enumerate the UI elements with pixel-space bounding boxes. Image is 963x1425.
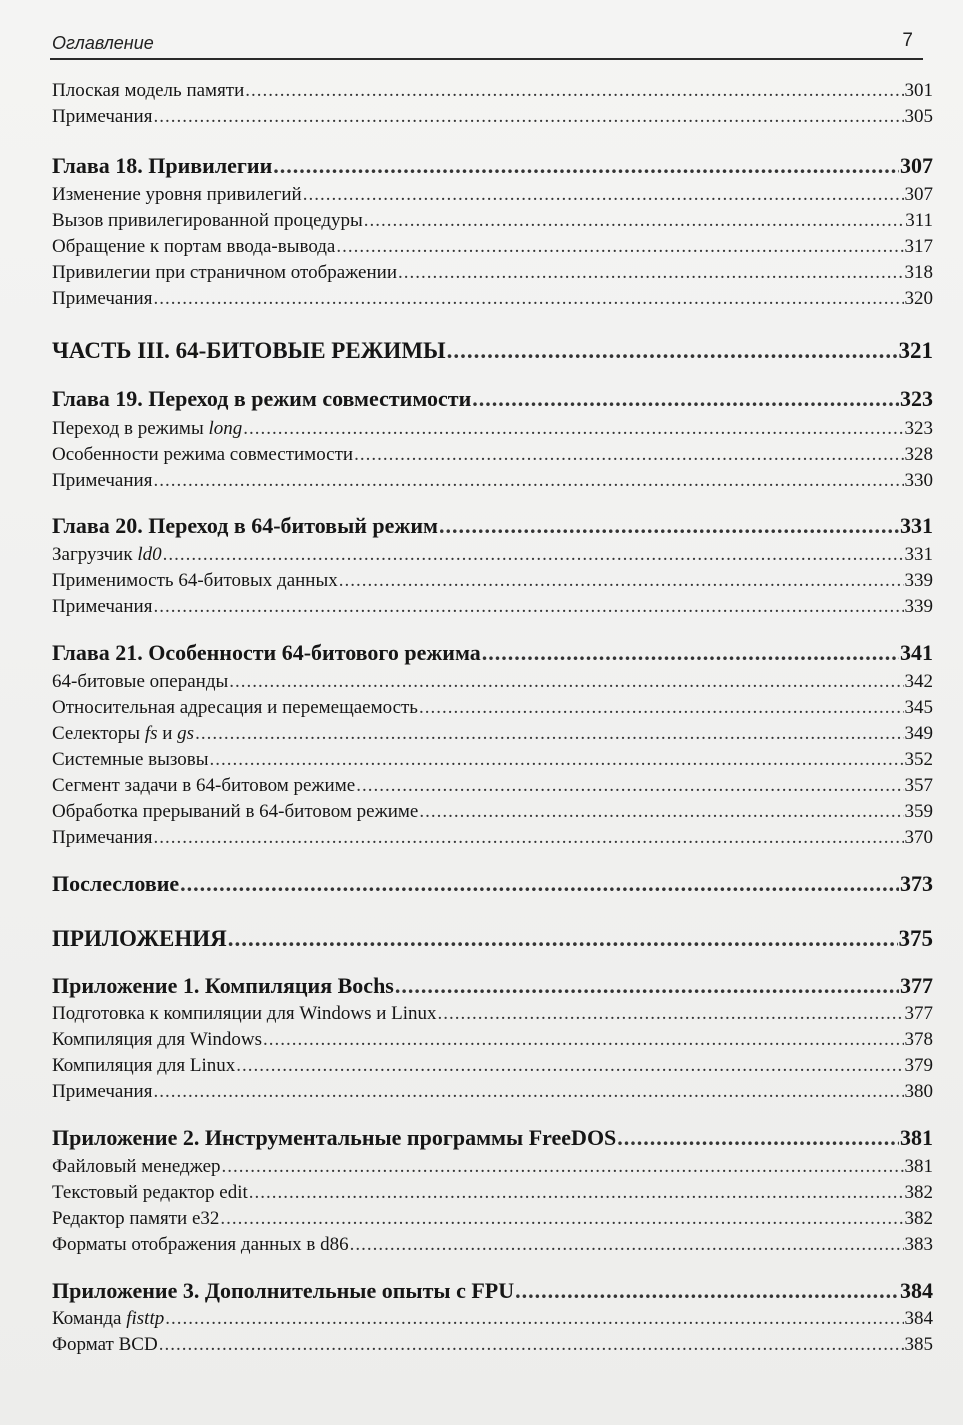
- toc-entry-title: [52, 1125, 616, 1151]
- toc-entry-title: [52, 1334, 158, 1356]
- toc-chapter-entry: [52, 871, 933, 897]
- toc-entry-page-number: 307: [900, 153, 933, 178]
- toc-entry-page-number: 377: [904, 1003, 933, 1024]
- toc-section-entry: [52, 418, 933, 440]
- toc-section-entry: [52, 827, 933, 849]
- toc-entry-text: Глава 19. Переход в режим совместимости: [52, 386, 472, 411]
- toc-entry-page-number: 311: [905, 210, 933, 231]
- toc-entry-text: Приложение 1. Компиляция Bochs: [52, 973, 394, 998]
- toc-entry-page-number: 385: [904, 1334, 933, 1355]
- dot-leader: [515, 1278, 899, 1304]
- toc-section-entry: [52, 184, 933, 206]
- toc-entry-title: [52, 418, 242, 440]
- toc-entry-title: [52, 1182, 248, 1204]
- dot-leader: [153, 470, 903, 492]
- toc-section-entry: [52, 210, 933, 232]
- toc-entry-title: [52, 749, 209, 771]
- toc-entry-text: Глава 20. Переход в 64-битовый режим: [52, 513, 439, 538]
- toc-entry-text: Примечания: [52, 827, 153, 848]
- dot-leader: [153, 596, 903, 618]
- toc-entry-page-number: 359: [904, 801, 933, 822]
- toc-entry-title: [52, 1055, 235, 1077]
- dot-leader: [472, 386, 899, 412]
- toc-entry-page-number: 317: [904, 236, 933, 257]
- toc-entry-page-number: 331: [904, 544, 933, 565]
- toc-entry-page-number: 381: [904, 1156, 933, 1177]
- dot-leader: [228, 926, 898, 952]
- toc-entry-title: [52, 1029, 262, 1051]
- page-number: 7: [902, 30, 913, 51]
- toc-entry-title: [52, 184, 302, 206]
- dot-leader: [222, 1156, 904, 1178]
- toc-entry-page-number: 331: [900, 513, 933, 538]
- dot-leader: [273, 153, 899, 179]
- dot-leader: [159, 1334, 904, 1356]
- toc-entry-text: 64-битовые операнды: [52, 671, 229, 692]
- dot-leader: [398, 262, 904, 284]
- toc-entry-text: Применимость 64-битовых данных: [52, 570, 338, 591]
- toc-entry-italic-term: fisttp: [126, 1308, 165, 1329]
- dot-leader: [249, 1182, 904, 1204]
- dot-leader: [617, 1125, 899, 1151]
- toc-section-entry: [52, 749, 933, 771]
- toc-entry-text: Форматы отображения данных в d86: [52, 1234, 349, 1255]
- toc-entry-page-number: 380: [904, 1081, 933, 1102]
- toc-entry-title: [52, 444, 353, 466]
- toc-entry-text: Относительная адресация и перемещаемость: [52, 697, 418, 718]
- toc-entry-page-number: 352: [904, 749, 933, 770]
- dot-leader: [419, 801, 903, 823]
- toc-entry-italic-term: fs: [144, 723, 158, 744]
- toc-entry-title: [52, 827, 152, 849]
- toc-entry-title: [52, 723, 194, 745]
- toc-entry-page-number: 345: [904, 697, 933, 718]
- running-head-title: Оглавление: [52, 33, 154, 53]
- toc-entry-text: Глава 18. Привилегии: [52, 153, 273, 178]
- toc-entry-text: Редактор памяти e32: [52, 1208, 220, 1229]
- toc-section-entry: [52, 236, 933, 258]
- toc-section-entry: [52, 288, 933, 310]
- toc-entry-page-number: 341: [900, 640, 933, 665]
- dot-leader: [447, 338, 898, 364]
- dot-leader: [419, 697, 904, 719]
- toc-entry-text: Системные вызовы: [52, 749, 209, 770]
- toc-entry-text: Привилегии при страничном отображении: [52, 262, 397, 283]
- toc-section-entry: [52, 106, 933, 128]
- toc-entry-title: [52, 926, 227, 952]
- toc-entry-text: ЧАСТЬ III. 64-БИТОВЫЕ РЕЖИМЫ: [52, 338, 446, 363]
- toc-entry-title: [52, 1308, 164, 1330]
- toc-entry-page-number: 383: [904, 1234, 933, 1255]
- dot-leader: [350, 1234, 904, 1256]
- toc-entry-italic-term: ld0: [137, 544, 162, 565]
- toc-entry-page-number: 381: [900, 1125, 933, 1150]
- dot-leader: [163, 544, 904, 566]
- toc-section-entry: [52, 801, 933, 823]
- toc-section-entry: [52, 1055, 933, 1077]
- toc-entry-text: Глава 21. Особенности 64-битового режима: [52, 640, 481, 665]
- toc-entry-title: [52, 570, 338, 592]
- toc-entry-text: Послесловие: [52, 871, 180, 896]
- toc-entry-page-number: 320: [904, 288, 933, 309]
- dot-leader: [263, 1029, 904, 1051]
- toc-entry-page-number: 330: [904, 470, 933, 491]
- toc-entry-text: Примечания: [52, 106, 153, 127]
- toc-entry-title: [52, 1156, 221, 1178]
- toc-entry-text: Плоская модель памяти: [52, 80, 245, 101]
- toc-entry-text: Команда: [52, 1308, 127, 1329]
- dot-leader: [236, 1055, 903, 1077]
- toc-section-entry: [52, 723, 933, 745]
- toc-section-entry: [52, 470, 933, 492]
- toc-section-entry: [52, 80, 933, 102]
- toc-section-entry: [52, 544, 933, 566]
- toc-entry-text: Файловый менеджер: [52, 1156, 221, 1177]
- toc-section-entry: [52, 596, 933, 618]
- dot-leader: [245, 80, 903, 102]
- toc-entry-title: [52, 871, 179, 897]
- toc-entry-text: Вызов привилегированной процедуры: [52, 210, 363, 231]
- toc-entry-page-number: 377: [900, 973, 933, 998]
- toc-entry-page-number: 379: [904, 1055, 933, 1076]
- toc-chapter-entry: [52, 153, 933, 179]
- dot-leader: [180, 871, 899, 897]
- toc-entry-page-number: 323: [900, 386, 933, 411]
- dot-leader: [354, 444, 903, 466]
- toc-entry-title: [52, 801, 418, 823]
- toc-entry-text: Формат BCD: [52, 1334, 158, 1355]
- toc-section-entry: [52, 1308, 933, 1330]
- dot-leader: [439, 513, 899, 539]
- toc-entry-text: ПРИЛОЖЕНИЯ: [52, 926, 227, 951]
- toc-entry-title: [52, 596, 152, 618]
- toc-entry-italic-term: gs: [177, 723, 195, 744]
- toc-section-entry: [52, 697, 933, 719]
- dot-leader: [153, 106, 903, 128]
- toc-entry-title: [52, 1278, 514, 1304]
- toc-chapter-entry: [52, 513, 933, 539]
- dot-leader: [395, 973, 899, 999]
- toc-entry-page-number: 342: [904, 671, 933, 692]
- toc-entry-page-number: 357: [904, 775, 933, 796]
- toc-entry-page-number: 382: [904, 1182, 933, 1203]
- toc-section-entry: [52, 1334, 933, 1356]
- dot-leader: [195, 723, 903, 745]
- toc-entry-page-number: 301: [904, 80, 933, 101]
- dot-leader: [482, 640, 899, 666]
- toc-entry-title: [52, 775, 355, 797]
- running-head: [50, 30, 923, 60]
- toc-entry-title: [52, 513, 438, 539]
- toc-entry-page-number: 339: [904, 596, 933, 617]
- dot-leader: [303, 184, 904, 206]
- toc-entry-text: Сегмент задачи в 64-битовом режиме: [52, 775, 356, 796]
- toc-entry-title: [52, 697, 418, 719]
- toc-entry-page-number: 382: [904, 1208, 933, 1229]
- toc-entry-title: [52, 386, 471, 412]
- dot-leader: [356, 775, 903, 797]
- toc-entry-title: [52, 640, 481, 666]
- toc-entry-text: Загрузчик: [52, 544, 138, 565]
- toc-entry-italic-term: long: [208, 418, 243, 439]
- toc-entry-text: Изменение уровня привилегий: [52, 184, 302, 205]
- dot-leader: [220, 1208, 903, 1230]
- toc-entry-title: [52, 80, 244, 102]
- dot-leader: [153, 1081, 903, 1103]
- toc-entry-title: [52, 1234, 349, 1256]
- toc-chapter-entry: [52, 973, 933, 999]
- toc-entry-title: [52, 288, 152, 310]
- toc-section-entry: [52, 1003, 933, 1025]
- toc-entry-title: [52, 338, 446, 364]
- toc-entry-page-number: 328: [904, 444, 933, 465]
- toc-entry-text: Приложение 3. Дополнительные опыты с FPU: [52, 1278, 515, 1303]
- toc-entry-text: Примечания: [52, 1081, 153, 1102]
- toc-section-entry: [52, 1029, 933, 1051]
- dot-leader: [153, 288, 903, 310]
- toc-entry-title: [52, 544, 162, 566]
- toc-entry-title: [52, 1081, 152, 1103]
- toc-entry-title: [52, 262, 397, 284]
- toc-entry-page-number: 384: [904, 1308, 933, 1329]
- toc-entry-page-number: 321: [898, 338, 933, 363]
- toc-entry-text-continued: и: [157, 723, 178, 744]
- toc-entry-text: Компиляция для Windows: [52, 1029, 262, 1050]
- dot-leader: [229, 671, 903, 693]
- dot-leader: [165, 1308, 903, 1330]
- toc-chapter-entry: [52, 1278, 933, 1304]
- toc-entry-text: Компиляция для Linux: [52, 1055, 236, 1076]
- toc-entry-page-number: 349: [904, 723, 933, 744]
- toc-section-entry: [52, 262, 933, 284]
- toc-section-entry: [52, 1182, 933, 1204]
- toc-entry-text: Примечания: [52, 288, 153, 309]
- dot-leader: [438, 1003, 904, 1025]
- toc-entry-page-number: 378: [904, 1029, 933, 1050]
- toc-part-entry: [52, 338, 933, 364]
- toc-part-entry: [52, 926, 933, 952]
- dot-leader: [243, 418, 903, 440]
- toc-entry-title: [52, 470, 152, 492]
- toc-entry-page-number: 323: [904, 418, 933, 439]
- toc-chapter-entry: [52, 386, 933, 412]
- toc-entry-text: Обращение к портам ввода-вывода: [52, 236, 336, 257]
- toc-entry-page-number: 370: [904, 827, 933, 848]
- toc-entry-page-number: 305: [904, 106, 933, 127]
- toc-chapter-entry: [52, 1125, 933, 1151]
- toc-section-entry: [52, 570, 933, 592]
- toc-section-entry: [52, 775, 933, 797]
- toc-entry-text: Обработка прерываний в 64-битовом режиме: [52, 801, 419, 822]
- toc-section-entry: [52, 1234, 933, 1256]
- toc-entry-title: [52, 671, 228, 693]
- toc-entry-title: [52, 153, 272, 179]
- toc-entry-title: [52, 1003, 437, 1025]
- toc-section-entry: [52, 1081, 933, 1103]
- dot-leader: [153, 827, 903, 849]
- toc-entry-title: [52, 210, 363, 232]
- toc-section-entry: [52, 1156, 933, 1178]
- dot-leader: [364, 210, 904, 232]
- toc-section-entry: [52, 1208, 933, 1230]
- dot-leader: [339, 570, 904, 592]
- toc-entry-text: Примечания: [52, 470, 153, 491]
- toc-entry-page-number: 339: [904, 570, 933, 591]
- toc-entry-title: [52, 236, 335, 258]
- toc-entry-page-number: 375: [898, 926, 933, 951]
- toc-chapter-entry: [52, 640, 933, 666]
- toc-entry-text: Селекторы: [52, 723, 145, 744]
- dot-leader: [336, 236, 903, 258]
- toc-entry-page-number: 373: [900, 871, 933, 896]
- dot-leader: [210, 749, 904, 771]
- toc-entry-text: Приложение 2. Инструментальные программы FreeDOS: [52, 1125, 617, 1150]
- toc-entry-text: Особенности режима совместимости: [52, 444, 354, 465]
- toc-entry-page-number: 307: [904, 184, 933, 205]
- toc-entry-title: [52, 106, 152, 128]
- toc-entry-text: Переход в режимы: [52, 418, 209, 439]
- toc-section-entry: [52, 671, 933, 693]
- toc-entry-text: Подготовка к компиляции для Windows и Linux: [52, 1003, 437, 1024]
- toc-section-entry: [52, 444, 933, 466]
- toc-entry-title: [52, 1208, 219, 1230]
- toc-entry-page-number: 384: [900, 1278, 933, 1303]
- toc-entry-page-number: 318: [904, 262, 933, 283]
- toc-entry-title: [52, 973, 394, 999]
- toc-entry-text: Текстовый редактор edit: [52, 1182, 248, 1203]
- toc-entry-text: Примечания: [52, 596, 153, 617]
